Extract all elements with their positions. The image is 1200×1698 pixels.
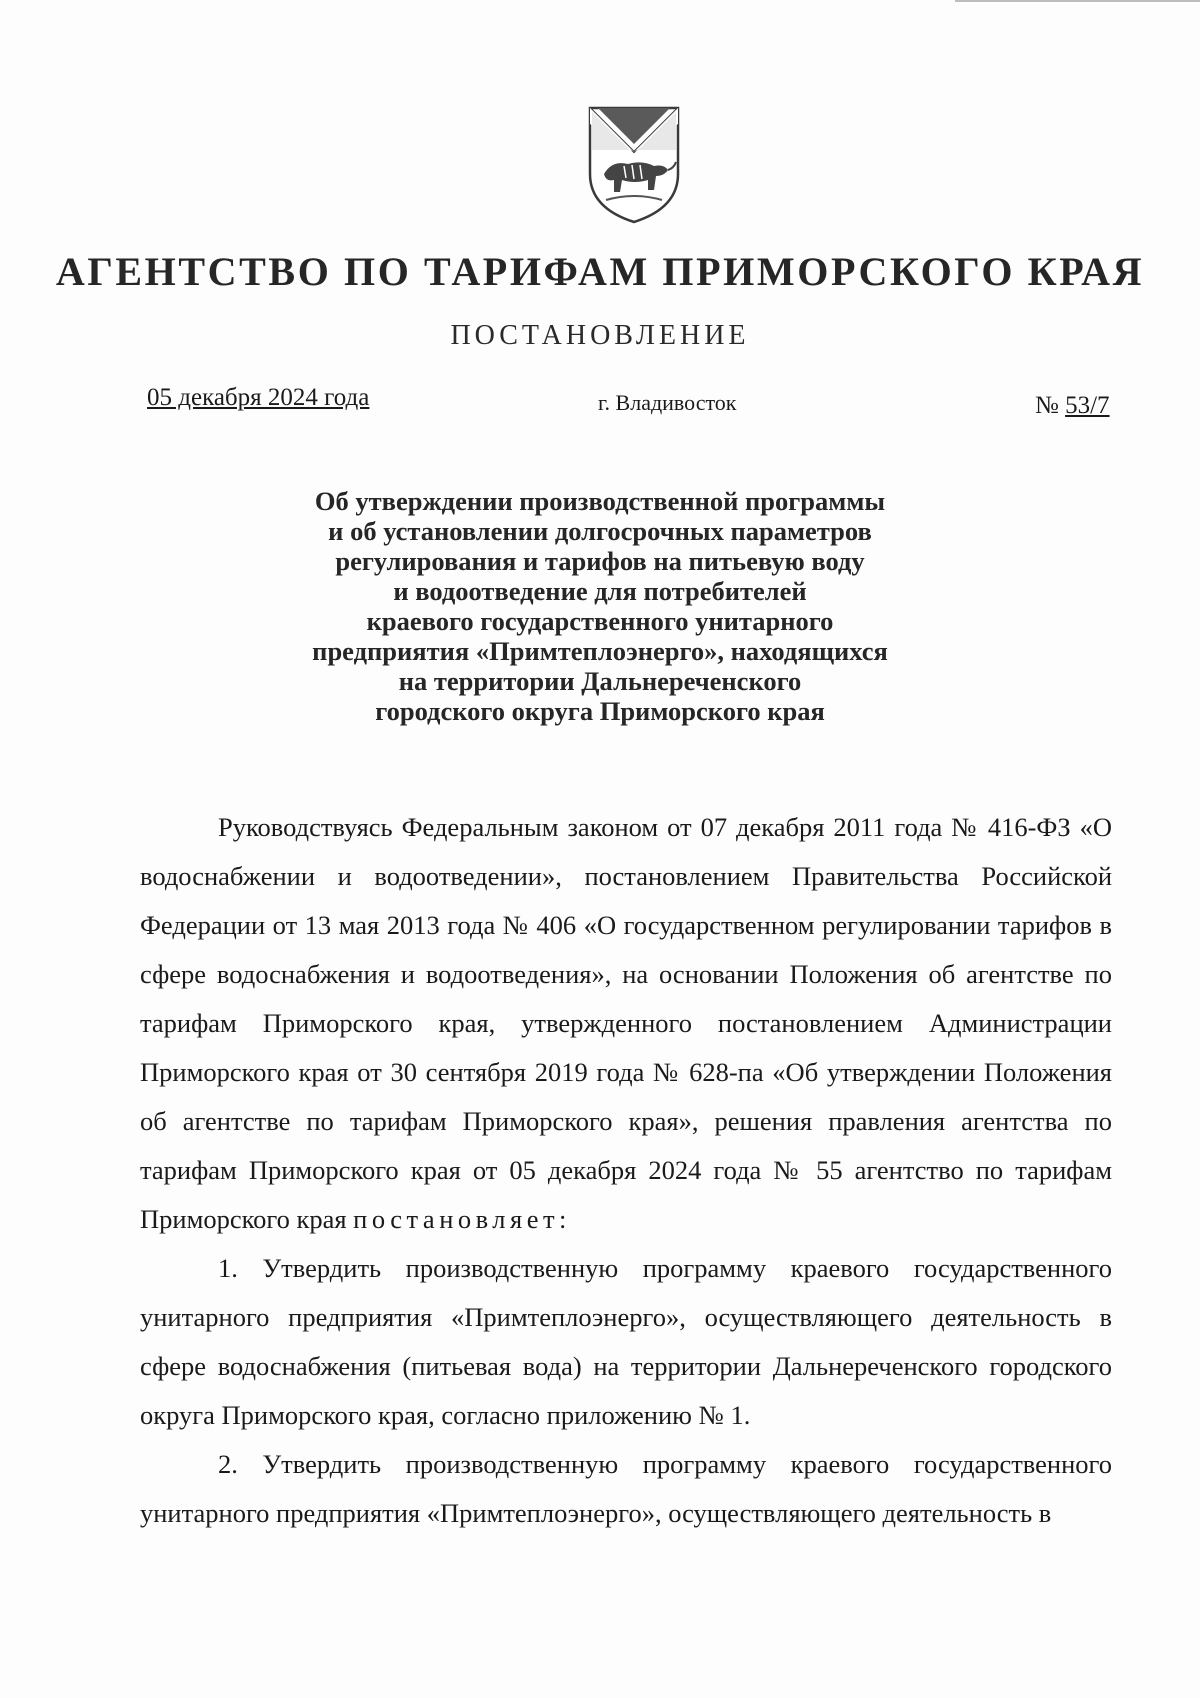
resolves-word: постановляет: <box>353 1204 571 1234</box>
title-line: и водоотведение для потребителей <box>393 576 807 606</box>
number-prefix: № <box>1035 392 1066 419</box>
document-number <box>1035 392 1110 420</box>
title-line: краевого государственного унитарного <box>366 606 834 636</box>
agency-name: АГЕНТСТВО ПО ТАРИФАМ ПРИМОРСКОГО КРАЯ <box>55 249 1145 294</box>
item-1-paragraph: 1. Утвердить производственную программу краевого государственного унитарного предприятия «Примтеплоэнерго», осуществляющего деятельность в сфере водоснабжения (питьевая вода) на территории Дальнереченского городского округа Приморского края, согласно приложению № 1. <box>140 1253 1112 1430</box>
document-date: 05 декабря 2024 года <box>147 384 370 411</box>
item-2-paragraph: 2. Утвердить производственную программу краевого государственного унитарного предприятия «Примтеплоэнерго», осуществляющего деятельность в <box>140 1449 1112 1528</box>
number-value: 53/7 <box>1065 392 1110 419</box>
title-line: предприятия «Примтеплоэнерго», находящихся <box>312 636 888 666</box>
resolution-title <box>250 486 950 726</box>
preamble-paragraph <box>140 803 1112 1244</box>
title-line: Об утверждении производственной программы <box>314 486 886 516</box>
coat-of-arms-icon <box>584 104 684 226</box>
title-line: на территории Дальнереченского <box>398 666 802 696</box>
title-line: регулирования и тарифов на питьевую воду <box>335 546 865 576</box>
document-city: г. Владивосток <box>598 390 737 415</box>
title-line: городского округа Приморского края <box>375 696 825 726</box>
preamble-text: Руководствуясь Федеральным законом от 07 декабря 2011 года № 416-ФЗ «О водоснабжении и водоотведении», постановлением Правительства Российской Федерации от 13 мая 2013 года № 406 «О государственном регулировании тарифов в сфере водоснабжения и водоотведения», на основании Положения об агентстве по тарифам Приморского края, утвержденного постановлением Администрации Приморского края от 30 сентября 2019 года № 628-па «Об утверждении Положения об агентстве по тарифам Приморского края», решения правления агентства по тарифам Приморского края от 05 декабря 2024 года № 55 агентство по тарифам Приморского края <box>140 812 1112 1234</box>
title-line: и об установлении долгосрочных параметров <box>328 516 872 546</box>
scan-edge-line <box>955 0 1200 2</box>
document-type: ПОСТАНОВЛЕНИЕ <box>450 320 750 351</box>
resolution-body <box>140 803 1112 1538</box>
